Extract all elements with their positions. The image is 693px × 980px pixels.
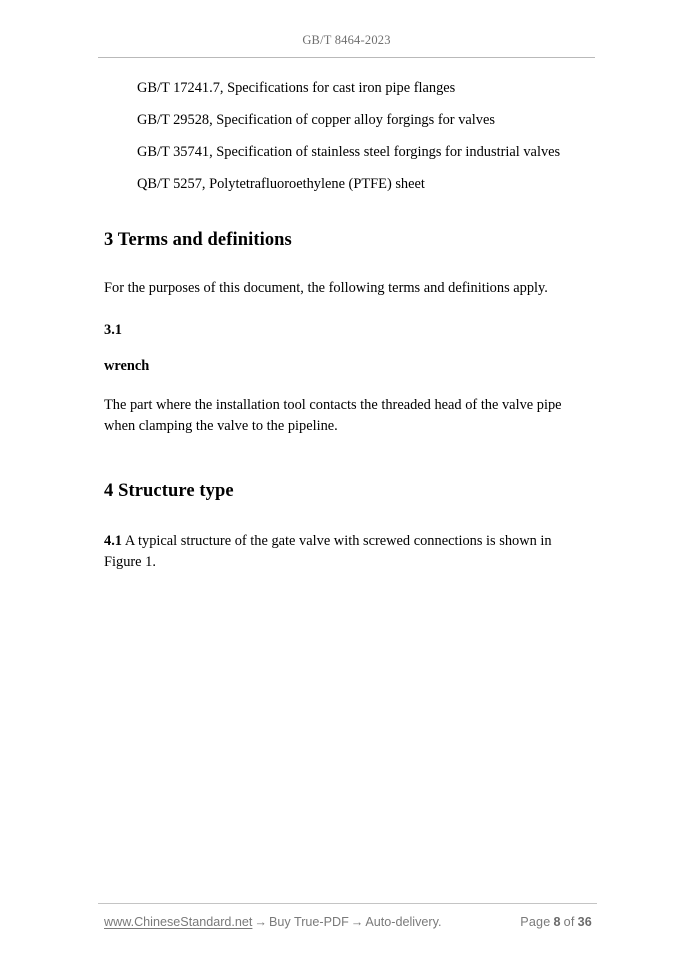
total-page-count: 36 bbox=[577, 915, 592, 929]
arrow-right-icon: → bbox=[350, 915, 364, 929]
running-header-title: GB/T 8464-2023 bbox=[302, 33, 391, 47]
reference-item: GB/T 17241.7, Specifications for cast iron pipe flanges bbox=[137, 80, 456, 96]
term-label-wrench: wrench bbox=[104, 357, 150, 374]
clause-4-1-text: A typical structure of the gate valve with screwed connections is shown in Figure 1. bbox=[104, 532, 552, 570]
clause-number-4-1: 4.1 bbox=[104, 532, 122, 549]
clause-number-3-1: 3.1 bbox=[104, 321, 122, 338]
page-label: Page bbox=[520, 915, 551, 929]
footer-promo-buy-label: Buy True-PDF bbox=[269, 915, 349, 929]
terms-intro-paragraph: For the purposes of this document, the following terms and definitions apply. bbox=[104, 279, 548, 296]
footer-promo-delivery-label: Auto-delivery. bbox=[365, 915, 442, 929]
reference-item: GB/T 35741, Specification of stainless steel forgings for industrial valves bbox=[137, 144, 561, 160]
page-footer bbox=[104, 915, 593, 929]
reference-item: GB/T 29528, Specification of copper alloy forgings for valves bbox=[137, 112, 495, 128]
page-content bbox=[104, 72, 592, 573]
clause-4-1-paragraph bbox=[104, 531, 592, 573]
reference-item: QB/T 5257, Polytetrafluoroethylene (PTFE) sheet bbox=[137, 176, 425, 192]
section-heading-terms-and-definitions: 3 Terms and definitions bbox=[104, 230, 292, 250]
footer-promo-text bbox=[104, 915, 441, 929]
current-page-number: 8 bbox=[553, 915, 561, 929]
page-indicator bbox=[518, 915, 593, 929]
section-heading-structure-type: 4 Structure type bbox=[104, 481, 234, 502]
term-definition-paragraph: The part where the installation tool contacts the threaded head of the valve pipe when clamping the valve to the pipeline. bbox=[104, 397, 562, 435]
footer-website-link[interactable]: www.ChineseStandard.net bbox=[104, 915, 253, 929]
footer-divider bbox=[98, 903, 597, 904]
of-label: of bbox=[563, 915, 575, 929]
arrow-right-icon: → bbox=[254, 915, 268, 929]
header-divider bbox=[98, 57, 595, 58]
